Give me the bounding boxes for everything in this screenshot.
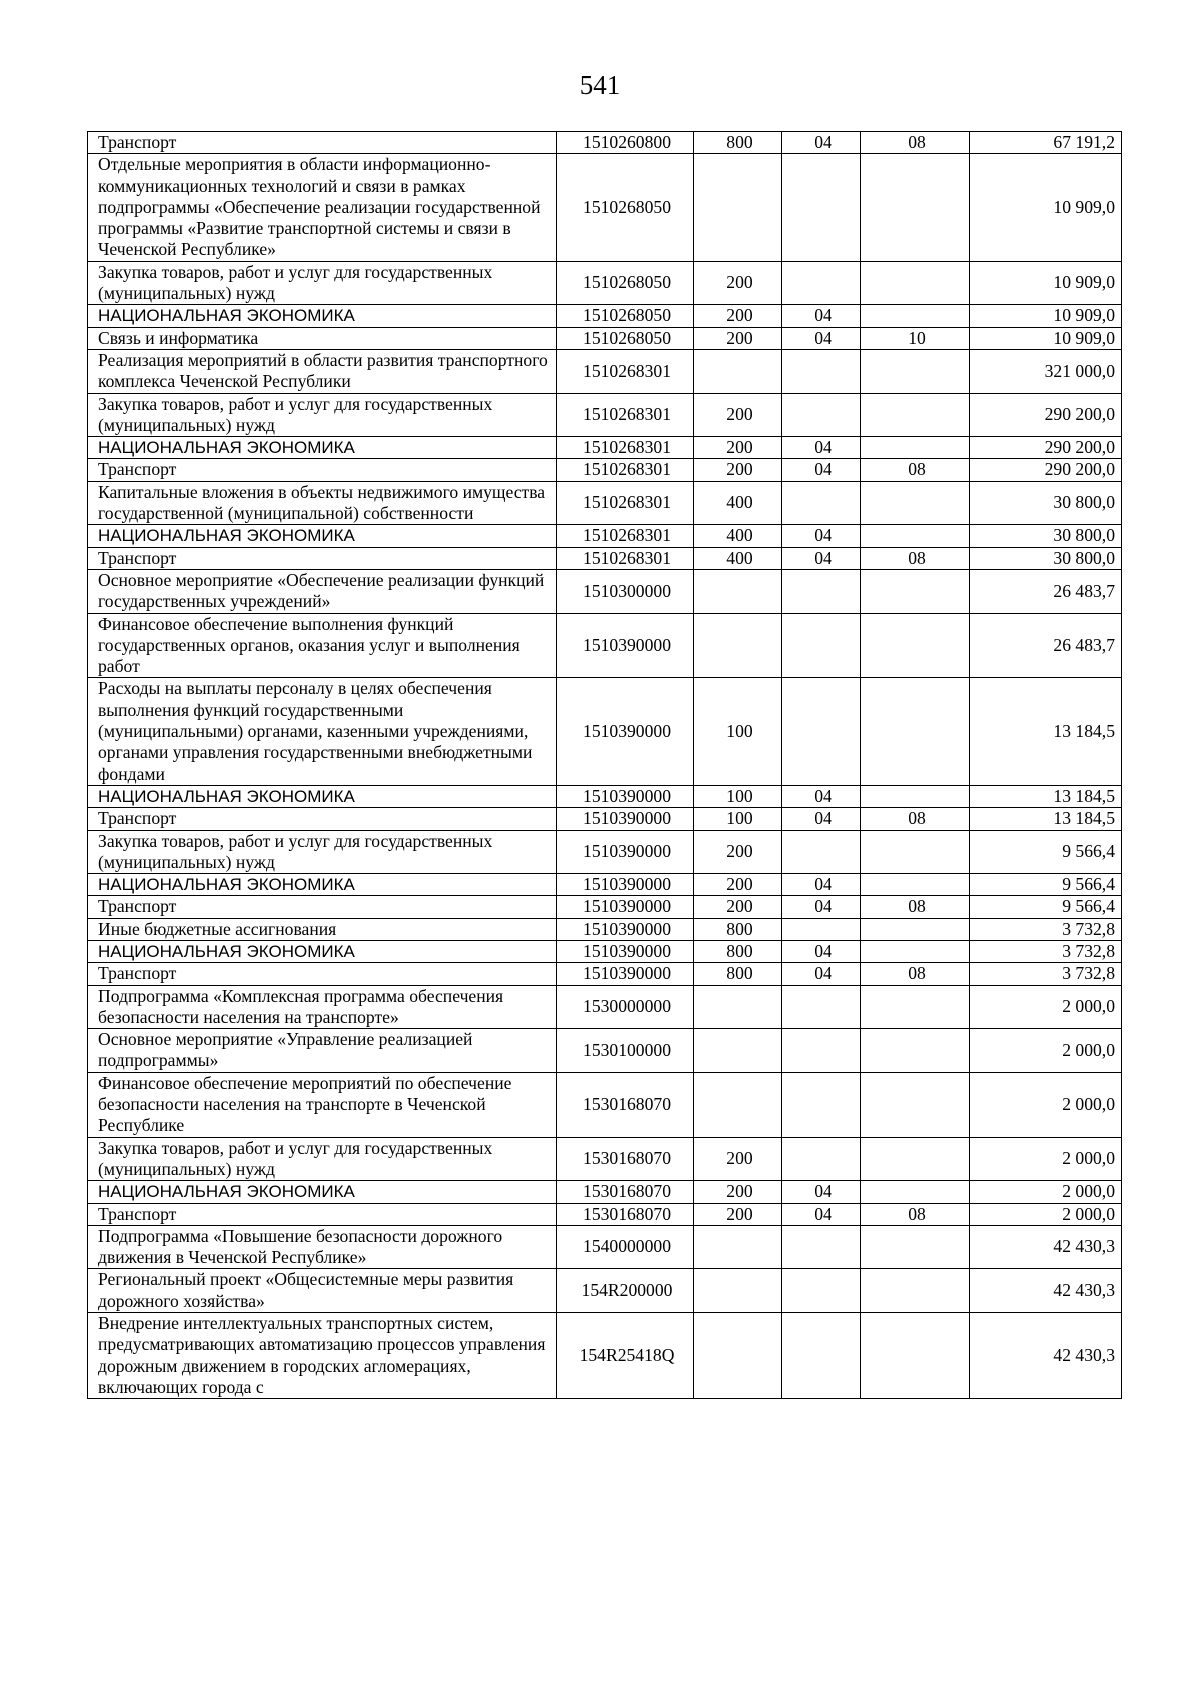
cell-subsection — [861, 305, 970, 327]
cell-target-article: 1530100000 — [557, 1029, 694, 1073]
page-number: 541 — [579, 70, 621, 100]
cell-expense-type: 200 — [694, 874, 782, 896]
cell-sum: 10 909,0 — [970, 154, 1122, 261]
cell-name: Связь и информатика — [88, 327, 557, 349]
table-row — [88, 918, 1122, 940]
cell-section: 04 — [782, 963, 861, 985]
table-row — [88, 1225, 1122, 1269]
cell-expense-type: 800 — [694, 963, 782, 985]
cell-target-article: 1510390000 — [557, 940, 694, 962]
cell-name: Транспорт — [88, 1203, 557, 1225]
table-row — [88, 349, 1122, 393]
table-row — [88, 874, 1122, 896]
cell-name: Транспорт — [88, 808, 557, 830]
cell-expense-type: 200 — [694, 1181, 782, 1203]
cell-section: 04 — [782, 525, 861, 547]
cell-name: НАЦИОНАЛЬНАЯ ЭКОНОМИКА — [88, 525, 557, 547]
cell-expense-type: 800 — [694, 940, 782, 962]
cell-subsection: 08 — [861, 808, 970, 830]
cell-subsection — [861, 154, 970, 261]
cell-sum: 290 200,0 — [970, 459, 1122, 481]
cell-name: Закупка товаров, работ и услуг для государственных (муниципальных) нужд — [88, 830, 557, 874]
cell-section — [782, 569, 861, 613]
cell-subsection — [861, 1181, 970, 1203]
cell-section — [782, 830, 861, 874]
cell-target-article: 1510268301 — [557, 459, 694, 481]
cell-name: Транспорт — [88, 896, 557, 918]
cell-name: Закупка товаров, работ и услуг для государственных (муниципальных) нужд — [88, 393, 557, 437]
cell-sum: 290 200,0 — [970, 393, 1122, 437]
cell-target-article: 1510390000 — [557, 874, 694, 896]
table-row — [88, 830, 1122, 874]
table-row — [88, 1137, 1122, 1181]
cell-sum: 2 000,0 — [970, 1137, 1122, 1181]
cell-subsection — [861, 613, 970, 678]
cell-sum: 13 184,5 — [970, 808, 1122, 830]
cell-name: Реализация мероприятий в области развития транспортного комплекса Чеченской Республики — [88, 349, 557, 393]
cell-section: 04 — [782, 874, 861, 896]
table-row — [88, 525, 1122, 547]
cell-sum: 10 909,0 — [970, 327, 1122, 349]
table-row — [88, 327, 1122, 349]
cell-target-article: 1510390000 — [557, 678, 694, 785]
cell-expense-type: 200 — [694, 1137, 782, 1181]
cell-name: Закупка товаров, работ и услуг для государственных (муниципальных) нужд — [88, 1137, 557, 1181]
cell-section — [782, 1137, 861, 1181]
cell-subsection: 08 — [861, 132, 970, 154]
cell-sum: 321 000,0 — [970, 349, 1122, 393]
cell-target-article: 1510268050 — [557, 305, 694, 327]
cell-expense-type: 200 — [694, 437, 782, 459]
cell-expense-type: 400 — [694, 525, 782, 547]
cell-section: 04 — [782, 1203, 861, 1225]
cell-expense-type: 200 — [694, 261, 782, 305]
cell-expense-type — [694, 1029, 782, 1073]
cell-subsection — [861, 1029, 970, 1073]
table-row — [88, 437, 1122, 459]
cell-target-article: 1510268301 — [557, 349, 694, 393]
cell-target-article: 1510260800 — [557, 132, 694, 154]
cell-expense-type: 200 — [694, 393, 782, 437]
cell-name: Основное мероприятие «Обеспечение реализации функций государственных учреждений» — [88, 569, 557, 613]
cell-target-article: 1510268301 — [557, 393, 694, 437]
cell-name: Основное мероприятие «Управление реализацией подпрограммы» — [88, 1029, 557, 1073]
cell-target-article: 154R25418Q — [557, 1313, 694, 1399]
cell-expense-type: 200 — [694, 459, 782, 481]
cell-target-article: 1510268050 — [557, 261, 694, 305]
cell-expense-type — [694, 1269, 782, 1313]
cell-section — [782, 481, 861, 525]
cell-section: 04 — [782, 547, 861, 569]
cell-section: 04 — [782, 305, 861, 327]
table-row — [88, 1313, 1122, 1399]
cell-sum: 290 200,0 — [970, 437, 1122, 459]
cell-subsection — [861, 261, 970, 305]
cell-sum: 42 430,3 — [970, 1225, 1122, 1269]
cell-target-article: 1510268301 — [557, 547, 694, 569]
cell-sum: 9 566,4 — [970, 896, 1122, 918]
cell-section: 04 — [782, 327, 861, 349]
cell-target-article: 1540000000 — [557, 1225, 694, 1269]
cell-expense-type: 200 — [694, 830, 782, 874]
cell-section — [782, 1269, 861, 1313]
table-row — [88, 808, 1122, 830]
cell-sum: 2 000,0 — [970, 985, 1122, 1029]
cell-target-article: 1510268301 — [557, 437, 694, 459]
cell-expense-type: 200 — [694, 1203, 782, 1225]
cell-expense-type: 100 — [694, 678, 782, 785]
cell-expense-type — [694, 154, 782, 261]
cell-sum: 30 800,0 — [970, 481, 1122, 525]
table-row — [88, 1269, 1122, 1313]
cell-subsection — [861, 830, 970, 874]
cell-sum: 13 184,5 — [970, 785, 1122, 807]
cell-subsection — [861, 481, 970, 525]
cell-subsection — [861, 1137, 970, 1181]
cell-section — [782, 1313, 861, 1399]
cell-section — [782, 1072, 861, 1137]
cell-subsection: 08 — [861, 896, 970, 918]
cell-subsection — [861, 1269, 970, 1313]
cell-name: НАЦИОНАЛЬНАЯ ЭКОНОМИКА — [88, 940, 557, 962]
cell-subsection — [861, 569, 970, 613]
cell-sum: 67 191,2 — [970, 132, 1122, 154]
cell-name: НАЦИОНАЛЬНАЯ ЭКОНОМИКА — [88, 305, 557, 327]
cell-section — [782, 1029, 861, 1073]
cell-target-article: 1530168070 — [557, 1203, 694, 1225]
cell-section — [782, 154, 861, 261]
cell-section: 04 — [782, 459, 861, 481]
cell-section — [782, 985, 861, 1029]
cell-sum: 10 909,0 — [970, 305, 1122, 327]
cell-name: Капитальные вложения в объекты недвижимого имущества государственной (муниципальной) собственности — [88, 481, 557, 525]
table-row — [88, 459, 1122, 481]
cell-subsection: 10 — [861, 327, 970, 349]
cell-expense-type: 400 — [694, 481, 782, 525]
cell-name: Подпрограмма «Повышение безопасности дорожного движения в Чеченской Республике» — [88, 1225, 557, 1269]
cell-subsection — [861, 785, 970, 807]
cell-target-article: 1510390000 — [557, 785, 694, 807]
cell-target-article: 1530000000 — [557, 985, 694, 1029]
table-row — [88, 1072, 1122, 1137]
cell-section — [782, 1225, 861, 1269]
cell-expense-type — [694, 569, 782, 613]
cell-target-article: 1530168070 — [557, 1072, 694, 1137]
cell-sum: 13 184,5 — [970, 678, 1122, 785]
table-row — [88, 547, 1122, 569]
cell-name: Отдельные мероприятия в области информационно-коммуникационных технологий и связи в рамках подпрограммы «Обеспечение реализации государственной программы «Развитие транспортной системы и связи в Чеченской Республике» — [88, 154, 557, 261]
table-row — [88, 963, 1122, 985]
cell-subsection — [861, 1225, 970, 1269]
table-row — [88, 1203, 1122, 1225]
cell-section: 04 — [782, 437, 861, 459]
cell-sum: 2 000,0 — [970, 1029, 1122, 1073]
cell-name: НАЦИОНАЛЬНАЯ ЭКОНОМИКА — [88, 874, 557, 896]
cell-subsection: 08 — [861, 1203, 970, 1225]
cell-expense-type: 200 — [694, 896, 782, 918]
cell-subsection — [861, 349, 970, 393]
table-row — [88, 1181, 1122, 1203]
cell-subsection — [861, 918, 970, 940]
cell-sum: 2 000,0 — [970, 1181, 1122, 1203]
cell-target-article: 1510268050 — [557, 327, 694, 349]
table-row — [88, 305, 1122, 327]
cell-expense-type: 800 — [694, 918, 782, 940]
cell-section — [782, 261, 861, 305]
cell-section — [782, 613, 861, 678]
cell-section: 04 — [782, 896, 861, 918]
cell-section — [782, 918, 861, 940]
cell-subsection — [861, 437, 970, 459]
cell-expense-type: 200 — [694, 327, 782, 349]
cell-expense-type — [694, 349, 782, 393]
cell-name: Финансовое обеспечение выполнения функций государственных органов, оказания услуг и выполнения работ — [88, 613, 557, 678]
cell-name: Расходы на выплаты персоналу в целях обеспечения выполнения функций государственными (муниципальными) органами, казенными учреждениями, органами управления государственными внебюджетными фондами — [88, 678, 557, 785]
cell-sum: 2 000,0 — [970, 1072, 1122, 1137]
cell-section: 04 — [782, 1181, 861, 1203]
cell-name: Транспорт — [88, 459, 557, 481]
cell-target-article: 1510390000 — [557, 808, 694, 830]
cell-sum: 9 566,4 — [970, 830, 1122, 874]
cell-expense-type — [694, 985, 782, 1029]
cell-sum: 42 430,3 — [970, 1313, 1122, 1399]
cell-expense-type: 100 — [694, 808, 782, 830]
cell-sum: 3 732,8 — [970, 940, 1122, 962]
cell-name: Финансовое обеспечение мероприятий по обеспечение безопасности населения на транспорте в Чеченской Республике — [88, 1072, 557, 1137]
table-row — [88, 678, 1122, 785]
cell-name: Транспорт — [88, 963, 557, 985]
cell-target-article: 1530168070 — [557, 1181, 694, 1203]
cell-subsection — [861, 1313, 970, 1399]
table-row — [88, 985, 1122, 1029]
cell-name: НАЦИОНАЛЬНАЯ ЭКОНОМИКА — [88, 785, 557, 807]
cell-name: Подпрограмма «Комплексная программа обеспечения безопасности населения на транспорте» — [88, 985, 557, 1029]
cell-sum: 3 732,8 — [970, 963, 1122, 985]
cell-target-article: 1530168070 — [557, 1137, 694, 1181]
cell-name: Закупка товаров, работ и услуг для государственных (муниципальных) нужд — [88, 261, 557, 305]
cell-target-article: 1510390000 — [557, 613, 694, 678]
budget-table — [87, 131, 1122, 1399]
cell-sum: 42 430,3 — [970, 1269, 1122, 1313]
table-row — [88, 154, 1122, 261]
cell-sum: 26 483,7 — [970, 569, 1122, 613]
cell-section: 04 — [782, 785, 861, 807]
cell-sum: 10 909,0 — [970, 261, 1122, 305]
cell-subsection — [861, 985, 970, 1029]
cell-expense-type — [694, 1313, 782, 1399]
cell-target-article: 154R200000 — [557, 1269, 694, 1313]
cell-name: Иные бюджетные ассигнования — [88, 918, 557, 940]
table-row — [88, 785, 1122, 807]
cell-section — [782, 349, 861, 393]
table-row — [88, 1029, 1122, 1073]
table-row — [88, 940, 1122, 962]
cell-expense-type — [694, 1072, 782, 1137]
cell-sum: 26 483,7 — [970, 613, 1122, 678]
table-row — [88, 896, 1122, 918]
cell-subsection: 08 — [861, 459, 970, 481]
cell-expense-type: 100 — [694, 785, 782, 807]
table-row — [88, 393, 1122, 437]
cell-target-article: 1510268301 — [557, 481, 694, 525]
cell-section — [782, 393, 861, 437]
cell-sum: 3 732,8 — [970, 918, 1122, 940]
cell-subsection — [861, 678, 970, 785]
cell-expense-type — [694, 613, 782, 678]
cell-target-article: 1510390000 — [557, 963, 694, 985]
cell-name: НАЦИОНАЛЬНАЯ ЭКОНОМИКА — [88, 1181, 557, 1203]
cell-subsection: 08 — [861, 547, 970, 569]
cell-section — [782, 678, 861, 785]
cell-subsection — [861, 393, 970, 437]
cell-name: Региональный проект «Общесистемные меры развития дорожного хозяйства» — [88, 1269, 557, 1313]
cell-subsection — [861, 874, 970, 896]
cell-expense-type: 800 — [694, 132, 782, 154]
cell-section: 04 — [782, 940, 861, 962]
cell-subsection: 08 — [861, 963, 970, 985]
cell-target-article: 1510268301 — [557, 525, 694, 547]
table-row — [88, 613, 1122, 678]
cell-section: 04 — [782, 132, 861, 154]
cell-target-article: 1510268050 — [557, 154, 694, 261]
cell-name: Транспорт — [88, 132, 557, 154]
cell-section: 04 — [782, 808, 861, 830]
cell-name: Транспорт — [88, 547, 557, 569]
cell-subsection — [861, 1072, 970, 1137]
cell-target-article: 1510390000 — [557, 918, 694, 940]
cell-expense-type — [694, 1225, 782, 1269]
table-row — [88, 481, 1122, 525]
cell-target-article: 1510300000 — [557, 569, 694, 613]
cell-sum: 9 566,4 — [970, 874, 1122, 896]
cell-subsection — [861, 525, 970, 547]
table-row — [88, 132, 1122, 154]
cell-subsection — [861, 940, 970, 962]
cell-name: Внедрение интеллектуальных транспортных систем, предусматривающих автоматизацию процессов управления дорожным движением в городских агломерациях, включающих города с — [88, 1313, 557, 1399]
cell-sum: 30 800,0 — [970, 547, 1122, 569]
cell-expense-type: 400 — [694, 547, 782, 569]
cell-expense-type: 200 — [694, 305, 782, 327]
cell-sum: 2 000,0 — [970, 1203, 1122, 1225]
cell-target-article: 1510390000 — [557, 896, 694, 918]
table-row — [88, 569, 1122, 613]
cell-target-article: 1510390000 — [557, 830, 694, 874]
table-row — [88, 261, 1122, 305]
cell-sum: 30 800,0 — [970, 525, 1122, 547]
cell-name: НАЦИОНАЛЬНАЯ ЭКОНОМИКА — [88, 437, 557, 459]
